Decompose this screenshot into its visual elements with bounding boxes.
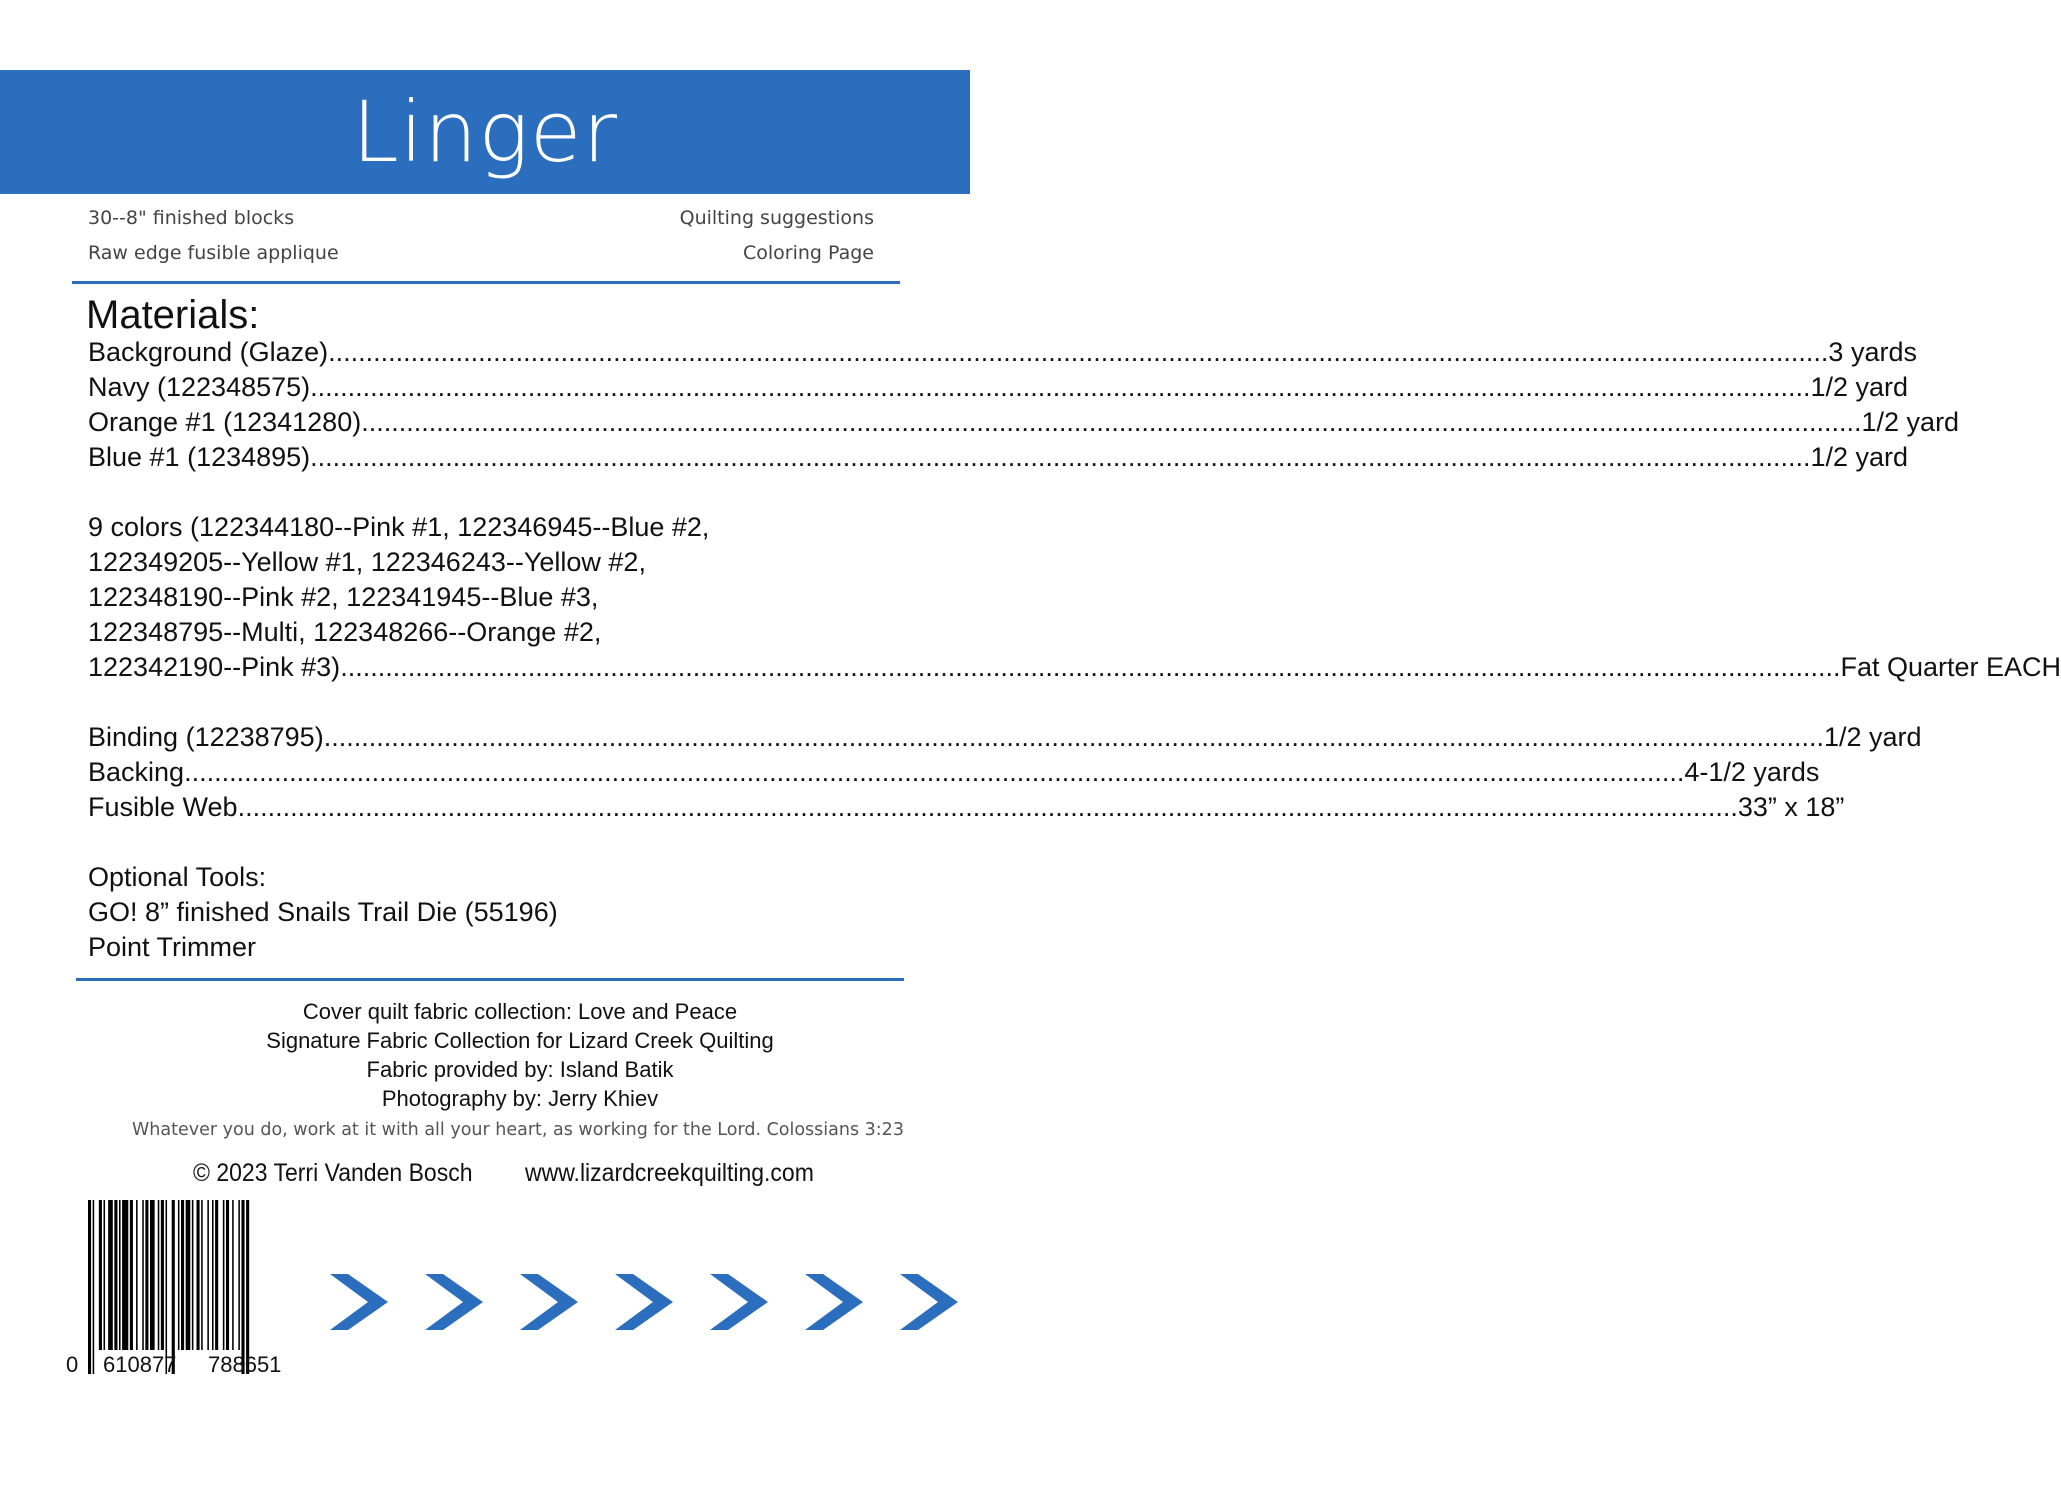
- barcode-bar: [207, 1200, 209, 1350]
- material-name: Fusible Web: [88, 792, 238, 822]
- optional-tool-item: GO! 8” finished Snails Trail Die (55196): [88, 897, 558, 927]
- material-amount: 33” x 18”: [1737, 792, 1845, 822]
- barcode-bar: [212, 1200, 214, 1350]
- material-row: [88, 720, 1922, 755]
- material-name: Navy (122348575): [88, 372, 311, 402]
- credit-line: Cover quilt fabric collection: Love and Peace: [302, 999, 738, 1024]
- material-row: [88, 440, 1909, 475]
- barcode-bar: [161, 1200, 164, 1350]
- barcode-bar: [186, 1200, 191, 1350]
- colors-line: 122348795--Multi, 122348266--Orange #2,: [88, 617, 602, 647]
- credit-line: Photography by: Jerry Khiev: [381, 1086, 659, 1111]
- chevron-arrow-icon: [710, 1274, 768, 1330]
- barcode-bar: [108, 1200, 113, 1350]
- barcode-bar: [145, 1200, 148, 1350]
- quilting-suggestions: Quilting suggestions: [679, 207, 874, 229]
- chevron-arrow-icon: [330, 1274, 388, 1330]
- chevron-arrow-icon: [805, 1274, 863, 1330]
- barcode-bar: [181, 1200, 184, 1350]
- dot-leader: ........................................................................................................................................................................................................: [361, 407, 1862, 437]
- material-row: [88, 335, 1917, 370]
- chevron-arrow-icon: [900, 1274, 958, 1330]
- credit-line: Signature Fabric Collection for Lizard Creek Quilting: [266, 1028, 774, 1053]
- optional-tool-item: Point Trimmer: [88, 932, 257, 962]
- scripture-verse: Whatever you do, work at it with all your heart, as working for the Lord. Colossians 3:23: [132, 1120, 904, 1140]
- material-amount: 3 yards: [1828, 337, 1917, 367]
- material-amount: Fat Quarter EACH: [1840, 652, 2061, 682]
- material-row: [88, 650, 2061, 685]
- barcode-bar: [172, 1200, 175, 1374]
- material-name: Orange #1 (12341280): [88, 407, 362, 437]
- barcode: [88, 1200, 302, 1374]
- credit-line: Fabric provided by: Island Batik: [366, 1057, 674, 1082]
- barcode-bar: [226, 1200, 229, 1350]
- barcode-bar: [88, 1200, 91, 1374]
- dot-leader: ........................................................................................................................................................................................................: [184, 757, 1685, 787]
- barcode-bar: [136, 1200, 138, 1350]
- dot-leader: ........................................................................................................................................................................................................: [328, 337, 1829, 367]
- copyright: © 2023 Terri Vanden Bosch: [193, 1159, 473, 1187]
- barcode-bar: [241, 1200, 244, 1374]
- dot-leader: ........................................................................................................................................................................................................: [323, 722, 1824, 752]
- material-amount: 1/2 yard: [1810, 442, 1909, 472]
- material-row: [88, 790, 1845, 825]
- barcode-bar: [114, 1200, 117, 1350]
- barcode-digits-left: 610877: [103, 1352, 177, 1377]
- dot-leader: ........................................................................................................................................................................................................: [310, 442, 1811, 472]
- barcode-bar: [142, 1200, 144, 1350]
- barcode-digit-first: 0: [66, 1352, 79, 1377]
- material-amount: 1/2 yard: [1810, 372, 1909, 402]
- top-divider: [72, 281, 900, 284]
- dot-leader: ........................................................................................................................................................................................................: [310, 372, 1811, 402]
- optional-tools-heading: Optional Tools:: [88, 862, 267, 892]
- block-info: 30--8" finished blocks: [88, 207, 295, 229]
- material-row: [88, 755, 1820, 790]
- dot-leader: ........................................................................................................................................................................................................: [237, 792, 1738, 822]
- material-name: 122342190--Pink #3): [88, 652, 341, 682]
- barcode-bar: [150, 1200, 155, 1350]
- chevron-arrows-decoration: [328, 1272, 970, 1332]
- barcode-bar: [104, 1200, 106, 1350]
- website-link[interactable]: www.lizardcreekquilting.com: [525, 1159, 814, 1187]
- barcode-bar: [99, 1200, 102, 1350]
- colors-line: 122348190--Pink #2, 122341945--Blue #3,: [88, 582, 599, 612]
- barcode-bar: [197, 1200, 200, 1350]
- colors-line: 122349205--Yellow #1, 122346243--Yellow #2,: [88, 547, 646, 577]
- dot-leader: ........................................................................................................................................................................................................: [340, 652, 1841, 682]
- materials-heading: Materials:: [86, 293, 260, 337]
- chevron-arrow-icon: [615, 1274, 673, 1330]
- coloring-page: Coloring Page: [742, 242, 874, 264]
- material-amount: 4-1/2 yards: [1684, 757, 1820, 787]
- chevron-arrow-icon: [425, 1274, 483, 1330]
- material-row: [88, 370, 1909, 405]
- barcode-bar: [122, 1200, 128, 1350]
- material-amount: 1/2 yard: [1861, 407, 1960, 437]
- barcode-bar: [246, 1200, 249, 1374]
- barcode-bar: [223, 1200, 225, 1350]
- colors-line: 9 colors (122344180--Pink #1, 122346945--Blue #2,: [88, 512, 710, 542]
- barcode-digits-right: 788651: [208, 1352, 282, 1377]
- material-name: Backing: [88, 757, 185, 787]
- barcode-bar: [238, 1200, 240, 1350]
- barcode-bar: [158, 1200, 160, 1350]
- barcode-bar: [166, 1200, 168, 1374]
- barcode-bar: [93, 1200, 95, 1374]
- material-name: Blue #1 (1234895): [88, 442, 311, 472]
- pattern-title: Linger: [352, 83, 618, 181]
- barcode-bar: [130, 1200, 133, 1350]
- barcode-bar: [232, 1200, 234, 1350]
- barcode-bar: [201, 1200, 203, 1350]
- barcode-bar: [178, 1200, 180, 1350]
- barcode-bar: [119, 1200, 121, 1350]
- bottom-divider: [76, 978, 904, 981]
- chevron-arrow-icon: [520, 1274, 578, 1330]
- material-row: [88, 405, 1960, 440]
- material-name: Binding (12238795): [88, 722, 324, 752]
- technique-info: Raw edge fusible applique: [88, 242, 339, 264]
- material-name: Background (Glaze): [88, 337, 329, 367]
- material-amount: 1/2 yard: [1823, 722, 1922, 752]
- barcode-bar: [215, 1200, 218, 1350]
- barcode-bar: [192, 1200, 194, 1350]
